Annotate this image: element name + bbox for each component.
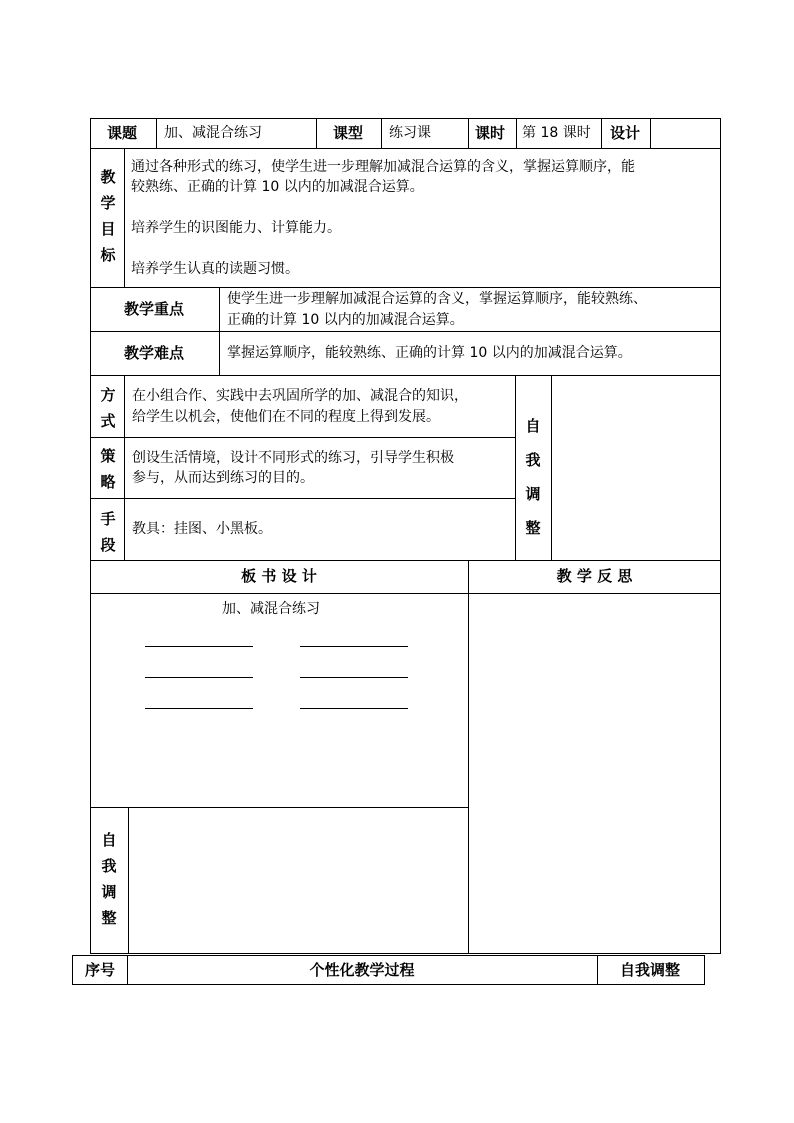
means-text: 教具：挂图、小黑板。 (132, 521, 272, 537)
board-title: 加、减混合练习 (222, 601, 320, 617)
difficulty-text: 掌握运算顺序，能较熟练、正确的计算 10 以内的加减混合运算。 (227, 345, 632, 361)
period-value: 第 18 课时 (522, 125, 591, 141)
methods-adjust-char: 调 (525, 485, 541, 503)
means-label (94, 506, 122, 558)
board-blank-line (145, 677, 253, 678)
col-divider (516, 118, 517, 148)
key-point-line: 使学生进一步理解加减混合运算的含义，掌握运算顺序，能较熟练、 (227, 291, 647, 307)
row-divider (90, 807, 468, 808)
col-divider (515, 375, 516, 560)
strategy-label-char: 策 (100, 447, 116, 465)
col-divider (124, 148, 125, 287)
objectives-label-char: 教 (100, 168, 116, 186)
row-divider (90, 593, 721, 594)
col-divider (316, 118, 317, 148)
process-seq-label: 序号 (85, 961, 116, 979)
row-divider (90, 375, 721, 376)
strategy-label (94, 443, 122, 495)
difficulty-label: 教学难点 (124, 344, 185, 362)
reflection-header: 教 学 反 思 (556, 567, 633, 585)
way-label-char: 式 (100, 412, 116, 430)
board-blank-line (300, 677, 408, 678)
objectives-label-char: 目 (100, 220, 116, 238)
process-title: 个性化教学过程 (309, 961, 415, 979)
row-divider (90, 287, 721, 288)
topic-label: 课题 (107, 124, 138, 142)
self-adjust-char: 自 (101, 831, 117, 849)
col-divider (124, 375, 125, 560)
objectives-label-char: 标 (100, 246, 116, 264)
col-divider (219, 287, 220, 375)
col-divider (381, 118, 382, 148)
col-divider (128, 807, 129, 954)
row-divider (90, 437, 515, 438)
col-divider (597, 955, 598, 985)
board-blank-line (145, 708, 253, 709)
board-header: 板 书 设 计 (241, 567, 317, 585)
strategy-line: 创设生活情境，设计不同形式的练习，引导学生积极 (132, 450, 454, 466)
methods-adjust-label (518, 409, 548, 545)
col-divider (156, 118, 157, 148)
strategy-label-char: 略 (100, 473, 116, 491)
way-line: 给学生以机会，使他们在不同的程度上得到发展。 (132, 409, 440, 425)
objective-line: 通过各种形式的练习，使学生进一步理解加减混合运算的含义，掌握运算顺序，能 (131, 159, 635, 175)
col-divider (601, 118, 602, 148)
board-blank-line (145, 646, 253, 647)
methods-adjust-char: 自 (525, 417, 541, 435)
objectives-label (94, 164, 122, 268)
type-label: 课型 (333, 124, 364, 142)
way-line: 在小组合作、实践中去巩固所学的加、减混合的知识， (132, 388, 468, 404)
objective-line: 较熟练、正确的计算 10 以内的加减混合运算。 (131, 179, 424, 195)
means-label-char: 手 (100, 510, 116, 528)
row-divider (90, 498, 515, 499)
period-label: 课时 (475, 124, 506, 142)
col-divider (468, 118, 469, 148)
process-adjust-label: 自我调整 (620, 961, 681, 979)
col-divider (650, 118, 651, 148)
methods-adjust-char: 整 (525, 519, 541, 537)
board-blank-line (300, 708, 408, 709)
topic-value: 加、减混合练习 (164, 125, 262, 141)
col-divider (468, 560, 469, 954)
design-label: 设计 (610, 124, 641, 142)
self-adjust-char: 调 (101, 883, 117, 901)
self-adjust-char: 整 (101, 909, 117, 927)
type-value: 练习课 (389, 125, 431, 141)
row-divider (90, 331, 721, 332)
key-point-label: 教学重点 (124, 300, 185, 318)
objective-line: 培养学生的识图能力、计算能力。 (131, 220, 341, 236)
row-divider (90, 148, 721, 149)
objectives-label-char: 学 (100, 194, 116, 212)
board-blank-line (300, 646, 408, 647)
col-divider (551, 375, 552, 560)
self-adjust-char: 我 (101, 857, 117, 875)
methods-adjust-char: 我 (525, 451, 541, 469)
objective-line: 培养学生认真的读题习惯。 (131, 261, 299, 277)
means-label-char: 段 (100, 536, 116, 554)
self-adjust-label (94, 827, 124, 931)
row-divider (90, 560, 721, 561)
way-label (94, 382, 122, 434)
key-point-line: 正确的计算 10 以内的加减混合运算。 (227, 312, 464, 328)
strategy-line: 参与，从而达到练习的目的。 (132, 470, 314, 486)
way-label-char: 方 (100, 386, 116, 404)
